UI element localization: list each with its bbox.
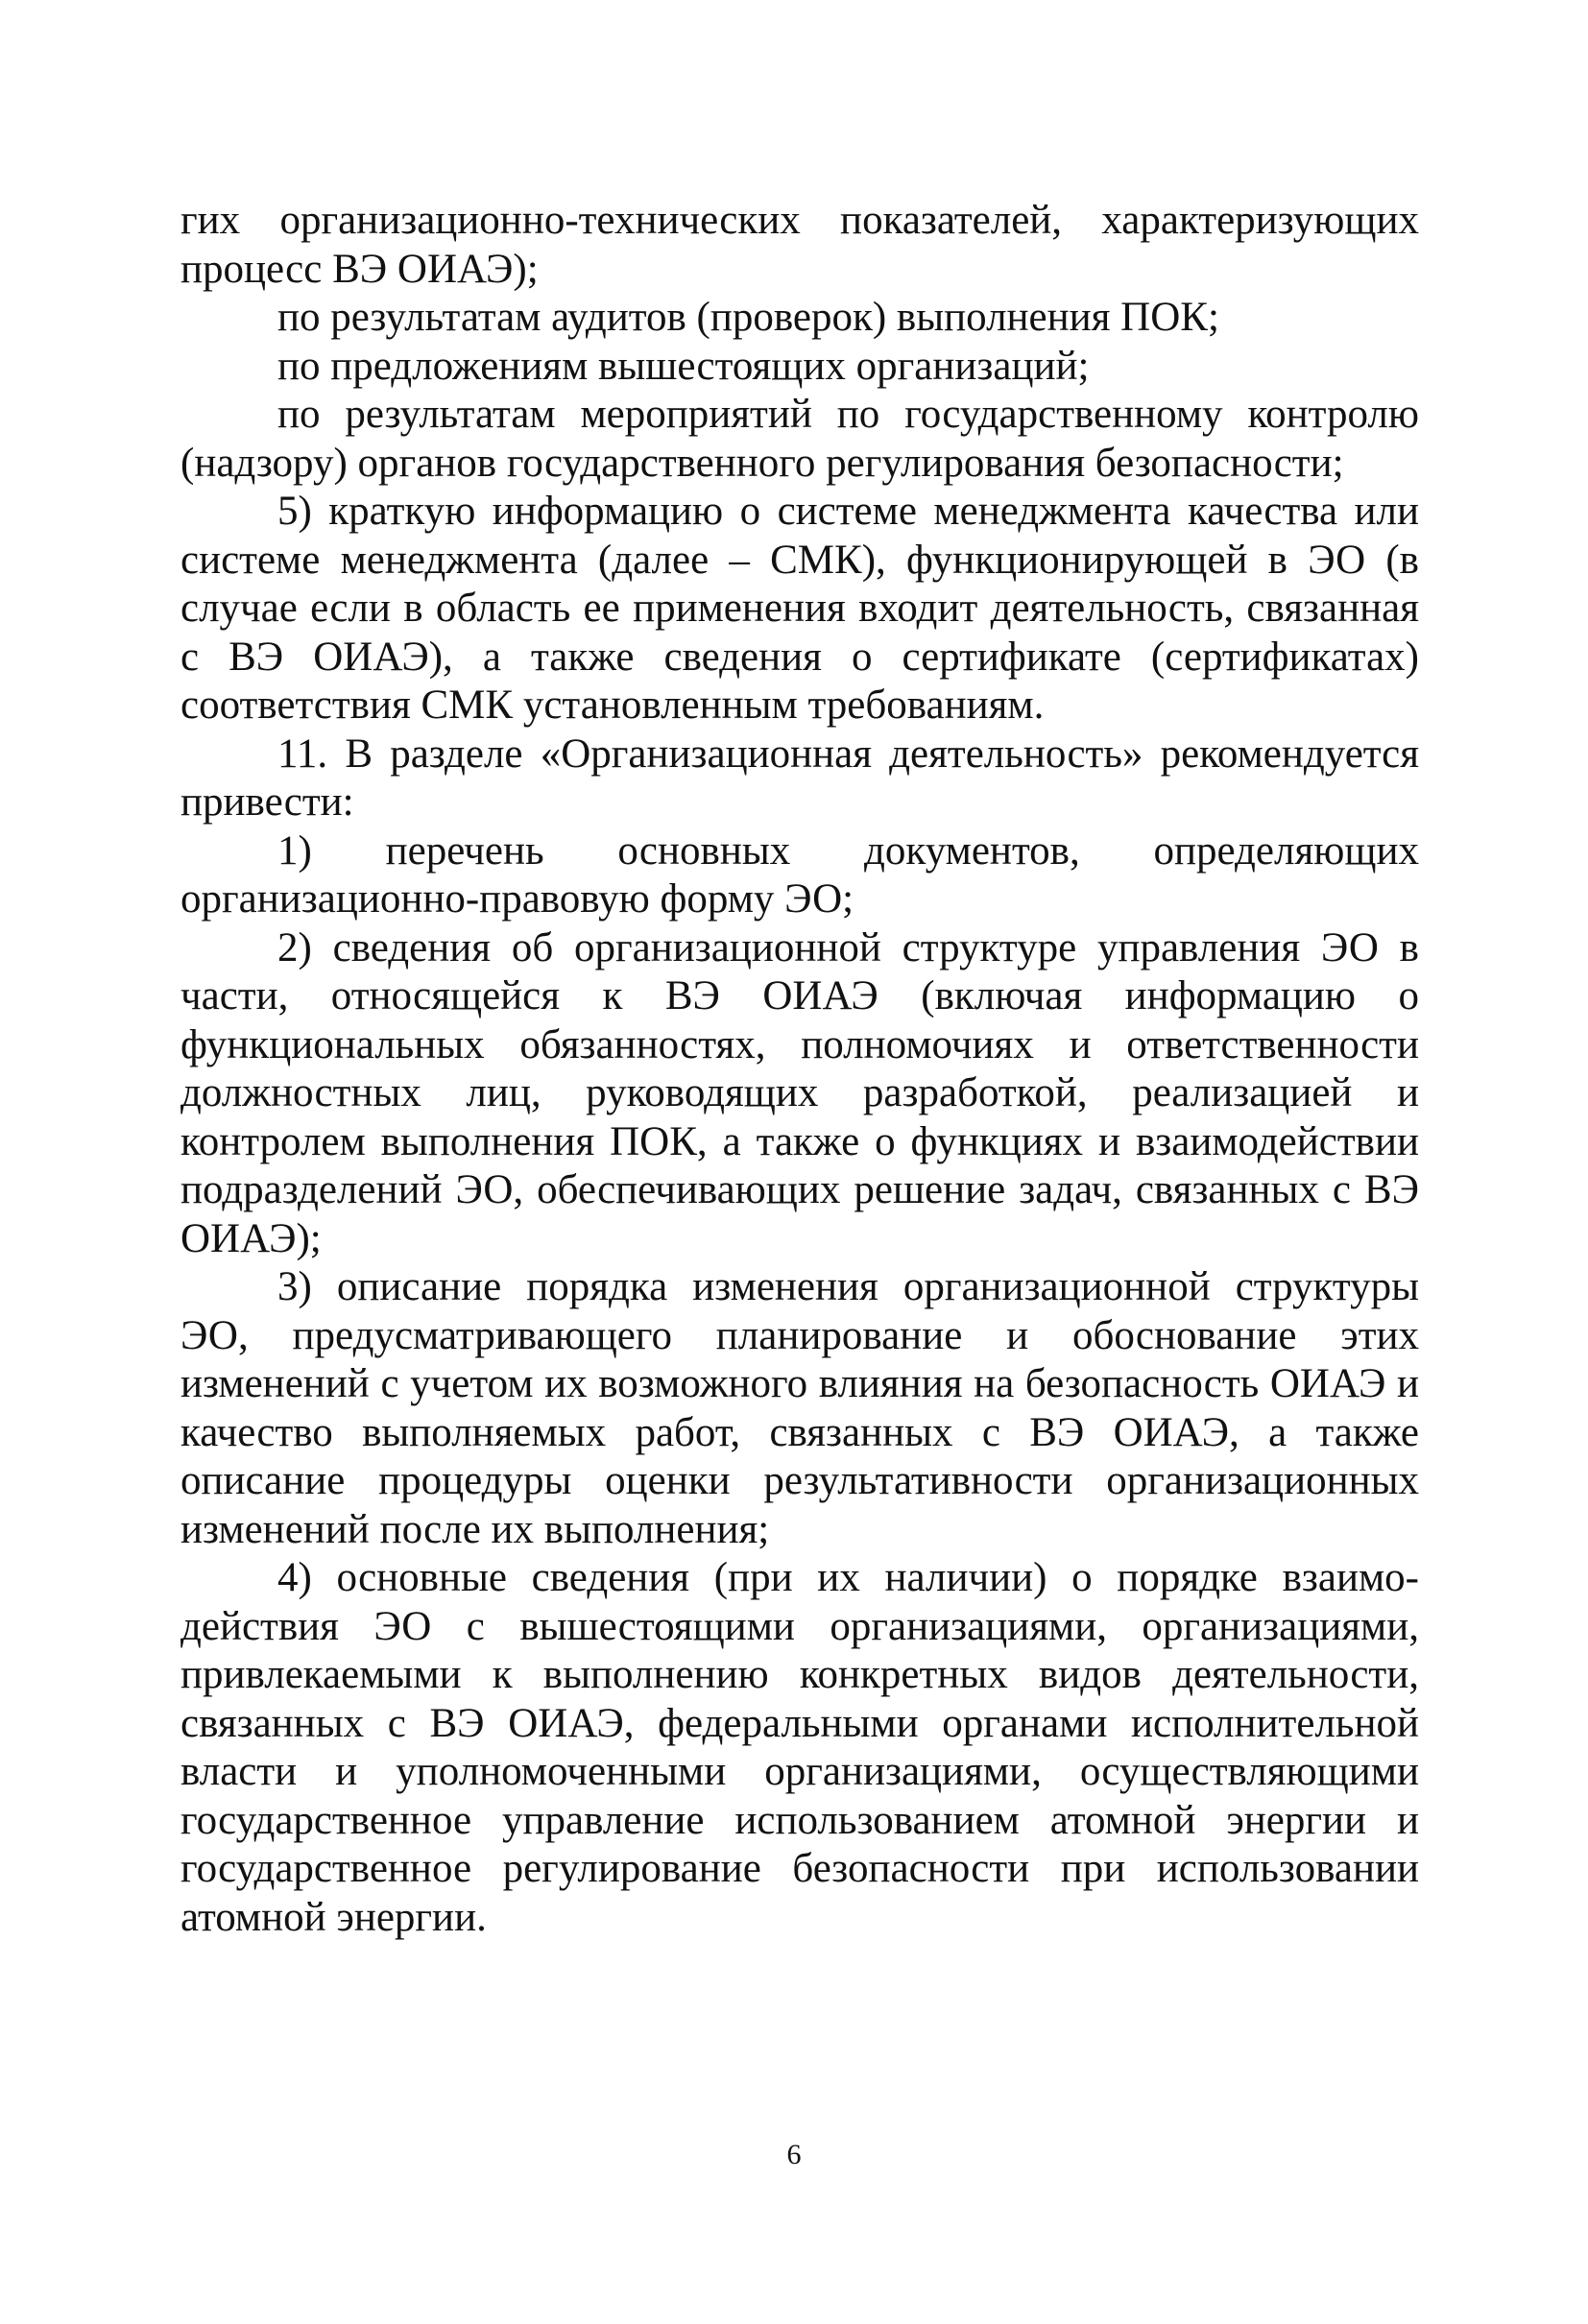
paragraph-continuation: гих организационно-технических показателей, характеризующих процесс ВЭ ОИАЭ); (180, 198, 1419, 292)
paragraph-item-4: 4) основные сведения (при их наличии) о порядке взаимодействия ЭО с вышестоящими организациями, организациями, привлекаемыми к выполнению конкретных видов деятельности, связанных с ВЭ ОИАЭ, федеральными органами исполнительной власти и уполномоченными организациями, осуществляющими государственное управление использованием атомной энергии и государственное регулирование безопасности при использовании атомной энергии. (180, 1555, 1419, 1940)
paragraph-audit-results: по результатам аудитов (проверок) выполнения ПОК; (277, 295, 1219, 340)
paragraph-state-control: по результатам мероприятий по государственному контролю (надзору) органов государственного регулирования безопасности; (180, 392, 1419, 486)
body-text (180, 197, 1419, 1942)
page-number: 6 (786, 2139, 802, 2170)
paragraph-item-5: 5) краткую информацию о системе менеджмента качества или системе менеджмента (далее – СМК), функционирующей в ЭО (в случае если в область ее применения входит деятельность, связанная с ВЭ ОИАЭ), а также сведения о сертификате (сертификатах) соответствия СМК установленным требованиям. (180, 489, 1419, 728)
paragraph-section-11: 11. В разделе «Организационная деятельность» рекомендуется привести: (180, 731, 1419, 825)
paragraph-item-3: 3) описание порядка изменения организационной структуры ЭО, предусматривающего планирование и обоснование этих изменений с учетом их возможного влияния на безопасность ОИАЭ и качество выполняемых работ, связанных с ВЭ ОИАЭ, а также описание процедуры оценки результативности организационных изменений после их выполнения; (180, 1264, 1419, 1552)
paragraph-item-2: 2) сведения об организационной структуре управления ЭО в части, относящейся к ВЭ ОИАЭ (включая информацию о функциональных обязанностях, полномочиях и ответственности должностных лиц, руководящих разработкой, реализацией и контролем выполнения ПОК, а также о функциях и взаимодействии подразделений ЭО, обеспечивающих решение задач, связанных с ВЭ ОИАЭ); (180, 924, 1419, 1261)
paragraph-item-1: 1) перечень основных документов, определяющих организационно-правовую форму ЭО; (180, 827, 1419, 922)
paragraph-superior-proposals: по предложениям вышестоящих организаций; (277, 343, 1090, 389)
